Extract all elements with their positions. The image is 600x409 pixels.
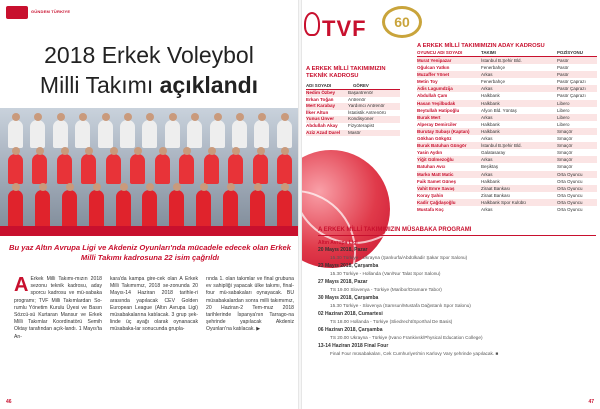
player-name: Murat Yenipazar xyxy=(417,58,452,63)
squad-row xyxy=(417,192,597,199)
schedule-event xyxy=(318,311,596,325)
squad-col-position: POZİSYONU xyxy=(557,50,583,55)
squad-row xyxy=(417,149,597,156)
squad-row xyxy=(417,199,597,206)
staff-name: Yunus Ünver xyxy=(306,116,335,122)
player-figure xyxy=(169,190,184,230)
player-figure xyxy=(196,190,211,230)
schedule-event xyxy=(318,343,596,357)
player-figure xyxy=(142,190,157,230)
player-position: Libero xyxy=(557,114,570,120)
player-figure xyxy=(277,154,292,184)
player-figure xyxy=(232,120,247,148)
title-line-1: 2018 Erkek Voleybol xyxy=(44,42,254,68)
player-name: Oğulcan Yatkın xyxy=(417,65,450,71)
schedule-subtitle: Altın Avrupa Ligi xyxy=(318,240,358,246)
player-position: Libero xyxy=(557,100,570,106)
player-name: Faik Samet Güneş xyxy=(417,178,457,184)
staff-table-title: A ERKEK MİLLİ TAKIMIMIZIN TEKNİK KADROSU xyxy=(306,66,386,79)
column-1-text: Erkek Milli Takımı-mızın 2018 sezonu teknik kadrosu, aday sporcu kadrosu ve mü-sabaka programı; TVF Milli Takımlardan So-rumlu Yönetim Kurulu Üyesi ve Basın Sözcü-sü Kurtaran Mansur ve Erkek Milli Takımlar Koordinatörü Semih Oktay tarafından açık-landı. 1 Mayıs'ta An- xyxy=(14,276,102,340)
player-position: Pasör Çaprazı xyxy=(557,86,586,92)
staff-row xyxy=(306,130,400,137)
event-date: 06 Haziran 2018, Çarşamba xyxy=(318,327,383,333)
article-column-2: kara'da kampa gire-cek olan A Erkek Milli Takımımız, 2018 se-zonunda 20 Mayıs-14 Haziran 2018 tarihle-ri arasında yapılacak CEV Golden European League (Altın Avrupa Ligi) müsabakalarına katılacak. 3 grup şek-linde üç ayağı olarak oynanacak müsabaka-lar sonucunda grupla- xyxy=(110,276,198,333)
anniversary-badge: 60 xyxy=(382,6,422,38)
schedule-events xyxy=(318,247,596,357)
player-team: Halkbank Spor Kulübü xyxy=(481,199,526,205)
staff-row xyxy=(306,103,400,110)
squad-row xyxy=(417,121,597,128)
player-figure xyxy=(62,190,77,230)
right-page xyxy=(300,0,600,409)
player-name: Alperay Demirciler xyxy=(417,121,457,127)
team-photo xyxy=(0,108,300,236)
staff-name: Nedim Özbey xyxy=(306,90,336,95)
squad-row xyxy=(417,92,597,99)
player-figure xyxy=(142,120,157,148)
player-name: Kadir Çağdaşoğlu xyxy=(417,199,456,205)
player-name: Burak Mert xyxy=(417,114,441,120)
player-team: Halkbank xyxy=(481,128,500,134)
player-team: Ziraat Bankası xyxy=(481,192,511,198)
staff-role: Başantrenör xyxy=(348,90,374,95)
staff-row xyxy=(306,97,400,104)
player-team: Arkas xyxy=(481,136,493,142)
player-position: Libero xyxy=(557,107,570,113)
player-position: Smaçör xyxy=(557,157,573,163)
player-figure xyxy=(32,154,47,184)
player-figure xyxy=(179,154,194,184)
staff-rows xyxy=(306,90,400,136)
squad-row xyxy=(417,163,597,170)
staff-role: Kondisyoner xyxy=(348,116,374,122)
player-figure xyxy=(120,120,135,148)
player-position: Orta Oyuncu xyxy=(557,192,583,198)
volleyball-player-icon xyxy=(304,12,320,36)
player-name: Burak Batuhan Güngör xyxy=(417,143,467,149)
event-date: 23 Mayıs 2018, Çarşamba xyxy=(318,263,379,269)
player-name: Burutay Subaşı (Kaptan) xyxy=(417,128,470,134)
squad-row xyxy=(417,206,597,213)
spine-gutter xyxy=(298,0,302,409)
player-position: Pasör xyxy=(557,58,569,63)
player-position: Smaçör xyxy=(557,164,573,170)
player-figure xyxy=(81,154,96,184)
event-date: 20 Mayıs 2018, Pazar xyxy=(318,247,368,253)
title-accent: açıklandı xyxy=(159,72,259,98)
player-figure xyxy=(75,120,90,148)
staff-role: Masör xyxy=(348,129,361,135)
schedule-event xyxy=(318,295,596,309)
player-figure xyxy=(130,154,145,184)
event-detail: TS 20.00 Ukrayna - Türkiye (Ivano Frankivsk/Physical Education College) xyxy=(330,335,483,340)
tvf-wordmark: TVF xyxy=(322,16,367,41)
player-team: Beşiktaş xyxy=(481,164,499,170)
player-team: Galatasaray xyxy=(481,150,506,156)
player-figure xyxy=(8,190,23,230)
player-name: Vahit Emre Savaş xyxy=(417,185,455,191)
player-figure xyxy=(223,190,238,230)
player-figure xyxy=(210,120,225,148)
player-name: Batuhan Avcı xyxy=(417,164,446,170)
player-position: Pasör xyxy=(557,65,569,71)
player-figure xyxy=(98,120,113,148)
squad-rows xyxy=(417,57,597,213)
player-name: Yasin Aydın xyxy=(417,150,443,156)
staff-row xyxy=(306,116,400,123)
event-detail: 15.30 Türkiye - Hollanda (Van/Nur Talat Spor Salonu) xyxy=(330,271,441,276)
player-position: Smaçör xyxy=(557,128,573,134)
player-team: Halkbank xyxy=(481,121,500,127)
article-body xyxy=(14,276,294,396)
staff-col-role: GÖREV xyxy=(353,83,369,88)
player-figure xyxy=(277,120,292,148)
page-title xyxy=(14,40,284,100)
technical-staff-table xyxy=(306,66,400,136)
player-position: Orta Oyuncu xyxy=(557,178,583,184)
event-date: 13-14 Haziran 2018 Final Four xyxy=(318,343,389,349)
player-team: Halkbank xyxy=(481,178,500,184)
squad-row xyxy=(417,85,597,92)
player-team: Arkas xyxy=(481,171,493,177)
player-team: Arkas xyxy=(481,72,493,78)
player-team: Arkas xyxy=(481,114,493,120)
article-column-1 xyxy=(14,276,102,396)
squad-row xyxy=(417,135,597,142)
staff-name: Erkan Toğan xyxy=(306,96,334,102)
page-number: 46 xyxy=(6,399,12,405)
player-name: Metin Toy xyxy=(417,79,438,85)
player-figure xyxy=(116,190,131,230)
player-team: Arkas xyxy=(481,206,493,212)
player-figure xyxy=(57,154,72,184)
player-position: Smaçör xyxy=(557,136,573,142)
player-position: Smaçör xyxy=(557,150,573,156)
player-team: Arkas xyxy=(481,86,493,92)
staff-name: Mert Karabay xyxy=(306,103,336,109)
squad-row xyxy=(417,57,597,64)
player-team: Halkbank xyxy=(481,100,500,106)
staff-name: Aziz Azad Darel xyxy=(306,129,341,135)
player-team: Fenerbahçe xyxy=(481,65,506,71)
player-figure xyxy=(53,120,68,148)
player-position: Libero xyxy=(557,121,570,127)
player-figure xyxy=(106,154,121,184)
player-figure xyxy=(8,154,23,184)
lead-paragraph: Bu yaz Altın Avrupa Ligi ve Akdeniz Oyunları'nda mücadele edecek olan Erkek Milli Takımı kadrosuna 22 isim çağrıldı xyxy=(8,243,292,262)
player-position: Pasör Çaprazı xyxy=(557,79,586,85)
staff-row xyxy=(306,123,400,130)
staff-role: Antrenör xyxy=(348,96,366,102)
player-team: Arkas xyxy=(481,157,493,163)
player-team: İstanbul B.Şehir Bld. xyxy=(481,58,522,63)
player-name: Mustafa Koç xyxy=(417,206,444,212)
squad-row xyxy=(417,100,597,107)
player-name: Yiğit Gülmezoğlu xyxy=(417,157,454,163)
schedule-event xyxy=(318,247,596,261)
player-figure xyxy=(8,120,23,148)
player-name: Hasan Yeşilbudak xyxy=(417,100,456,106)
player-position: Orta Oyuncu xyxy=(557,171,583,177)
squad-table-header xyxy=(417,50,597,57)
match-schedule xyxy=(318,226,596,359)
player-name: Adis Lagumdzija xyxy=(417,86,453,92)
event-detail: 15.30 Türkiye - Slovenya (Samsun/Mustafa Dağıstanlı Spor Salonu) xyxy=(330,303,471,308)
player-name: Marko Matt Matic xyxy=(417,171,454,177)
squad-row xyxy=(417,71,597,78)
player-figure xyxy=(250,190,265,230)
player-figure xyxy=(155,154,170,184)
player-figure xyxy=(254,120,269,148)
event-date: 27 Mayıs 2018, Pazar xyxy=(318,279,368,285)
squad-row xyxy=(417,78,597,85)
player-name: Koray Şahin xyxy=(417,192,444,198)
squad-row xyxy=(417,142,597,149)
player-figure xyxy=(165,120,180,148)
staff-name: Abdullah Akay xyxy=(306,122,338,128)
player-team: Afyon Bld. Yüntaş xyxy=(481,107,517,113)
player-position: Pasör xyxy=(557,72,569,78)
player-figure xyxy=(30,120,45,148)
player-team: Fenerbahçe xyxy=(481,79,506,85)
schedule-event xyxy=(318,263,596,277)
squad-row xyxy=(417,64,597,71)
section-header: GÜNDEM TÜRKİYE xyxy=(31,9,71,14)
staff-row xyxy=(306,90,400,97)
player-position: Orta Oyuncu xyxy=(557,199,583,205)
staff-role: Yardımcı Antrenör xyxy=(348,103,385,109)
schedule-event xyxy=(318,279,596,293)
event-detail: TS 19.00 Slovenya - Türkiye (Maribor/Dramare Tabor) xyxy=(330,287,442,292)
player-position: Pasör Çaprazı xyxy=(557,93,586,99)
article-column-3: rında 1. olan takımlar ve final grubuna ev sahipliği yapacak ülke takımı, final-four mü-sabakaları oynayacak. BU müsabakalardan sonra milli takımımız, 20 Haziran-2 Tem-muz 2018 tarihlerinde İspanya'nın Tarrago-na şehrinde yapılacak Akdeniz Oyunları'na katılacak. ▶ xyxy=(206,276,294,333)
player-name: Beytullah Hatipoğlu xyxy=(417,107,460,113)
squad-row xyxy=(417,107,597,114)
player-figure xyxy=(228,154,243,184)
squad-row xyxy=(417,128,597,135)
player-figure xyxy=(89,190,104,230)
header-logo-icon xyxy=(6,6,28,19)
player-figure xyxy=(187,120,202,148)
staff-role: Fizyoterapist xyxy=(348,122,375,128)
staff-name: İlker Altun xyxy=(306,109,329,115)
player-name: Gökhan Gökgöz xyxy=(417,136,452,142)
tvf-logo xyxy=(304,8,367,41)
photo-banner xyxy=(0,226,300,236)
squad-row xyxy=(417,156,597,163)
player-name: Muzaffer Yönet xyxy=(417,72,450,78)
squad-row xyxy=(417,171,597,178)
staff-role: İstatistik Antrenörü xyxy=(348,109,386,115)
event-detail: TS 18.00 Hollanda - Türkiye (Sliedrecht/Sporthal De Basis) xyxy=(330,319,453,324)
squad-col-name: OYUNCU ADI SOYADI xyxy=(417,50,463,55)
event-detail: Final Four müsabakaları, Cek Cumhuriyeti'nin Karlovy Vary şehrinde yapılacak. ■ xyxy=(330,351,499,356)
page-number: 47 xyxy=(588,399,594,405)
squad-table xyxy=(417,42,597,213)
player-figure xyxy=(277,190,292,230)
squad-row xyxy=(417,114,597,121)
event-detail: 15.30 Türkiye - Ukrayna (Şanlıurfa/Abdülkadir Şakar Spor Salonu) xyxy=(330,255,468,260)
squad-col-team: TAKIMI xyxy=(481,50,496,55)
title-line-2: Milli Takımı xyxy=(39,72,160,98)
squad-row xyxy=(417,185,597,192)
schedule-title: A ERKEK MİLLİ TAKIMIMIZIN MÜSABAKA PROGRAMI xyxy=(318,226,596,236)
player-position: Smaçör xyxy=(557,143,573,149)
player-figure xyxy=(253,154,268,184)
squad-table-title: A ERKEK MİLLİ TAKIMIMIZIN ADAY KADROSU xyxy=(417,43,545,49)
player-team: Ziraat Bankası xyxy=(481,185,511,191)
schedule-event xyxy=(318,327,596,341)
staff-col-name: ADI SOYADI xyxy=(306,83,332,88)
player-figure xyxy=(35,190,50,230)
player-position: Orta Oyuncu xyxy=(557,185,583,191)
player-figure xyxy=(204,154,219,184)
drop-cap: A xyxy=(14,274,29,296)
squad-row xyxy=(417,178,597,185)
player-position: Orta Oyuncu xyxy=(557,206,583,212)
staff-table-header xyxy=(306,83,400,90)
event-date: 02 Haziran 2018, Cumartesi xyxy=(318,311,383,317)
player-name: Abdullah Çam xyxy=(417,93,448,99)
player-team: İstanbul B.Şehir Bld. xyxy=(481,143,522,149)
player-team: Halkbank xyxy=(481,93,500,99)
event-date: 30 Mayıs 2018, Çarşamba xyxy=(318,295,379,301)
